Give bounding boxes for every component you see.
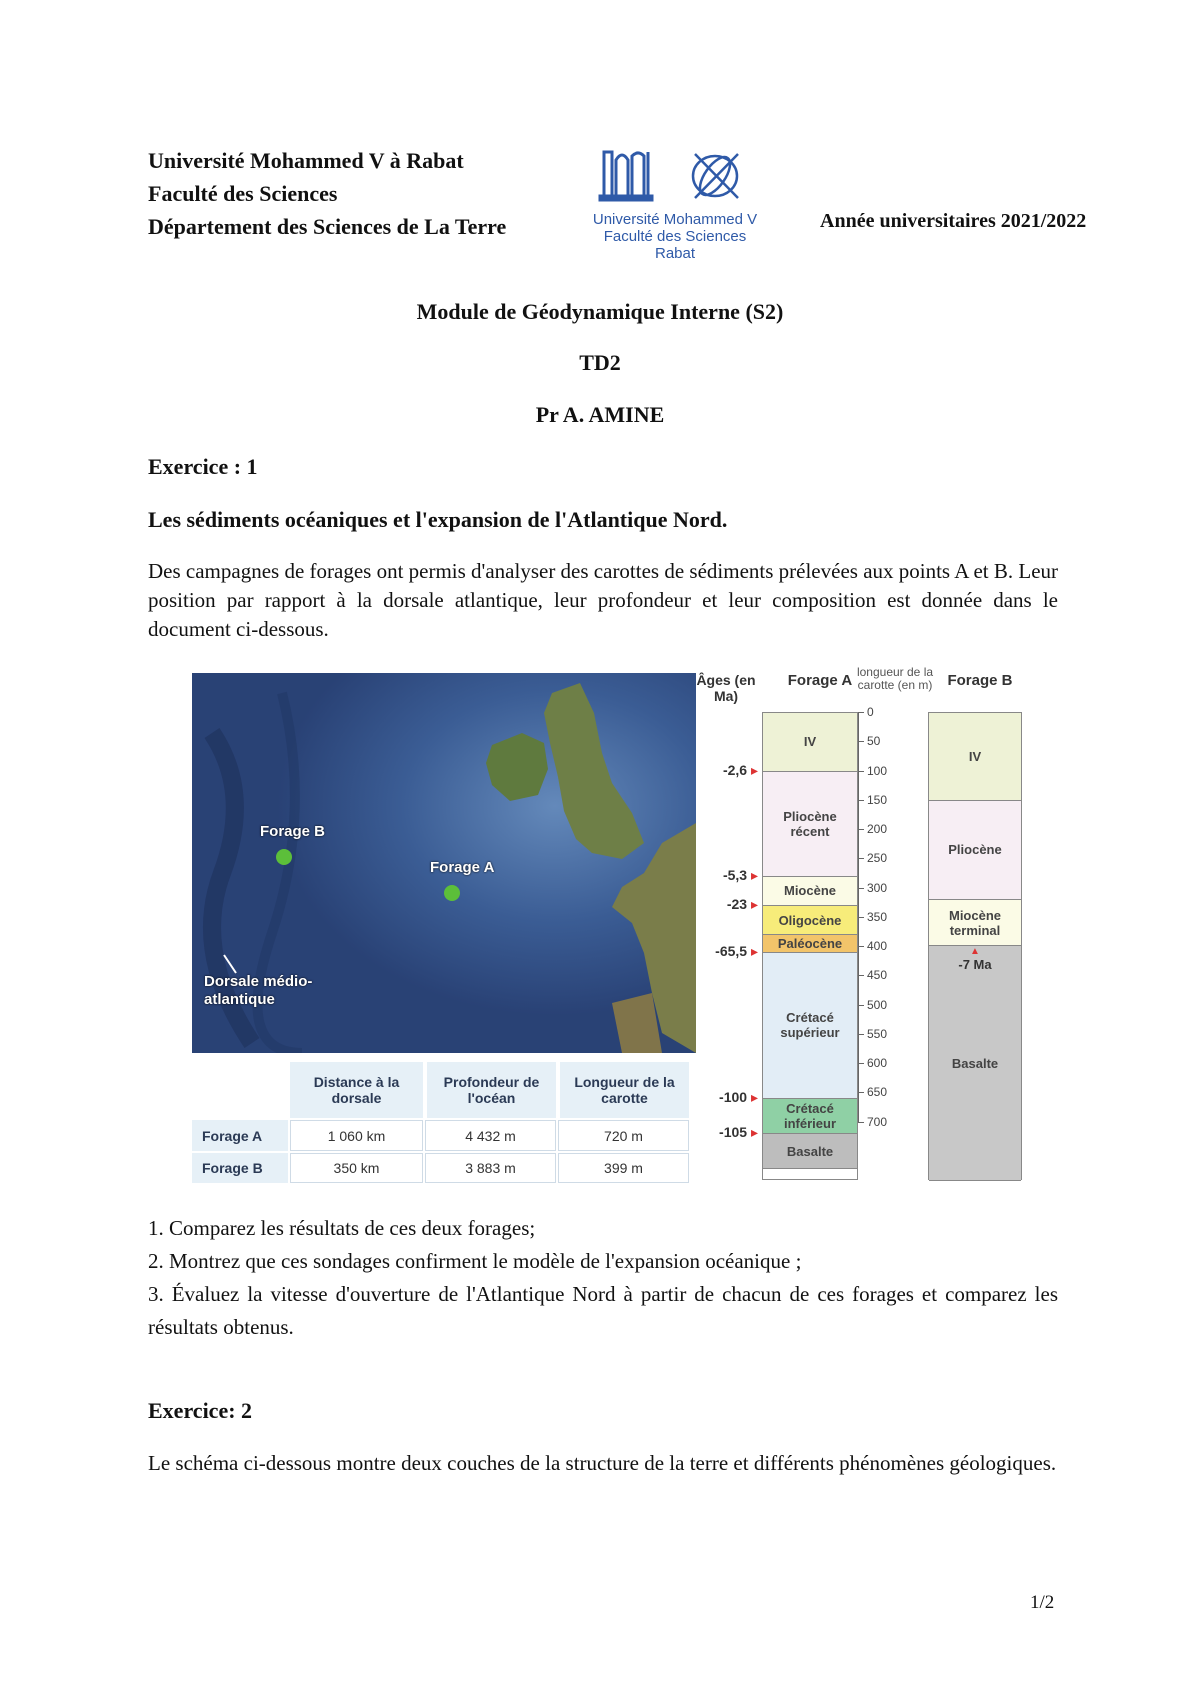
scale-tick-label: 450 xyxy=(867,968,888,983)
scale-tick-label: 650 xyxy=(867,1085,888,1100)
atlantic-map xyxy=(192,673,696,1053)
table-cell-a-depth: 4 432 m xyxy=(425,1120,556,1151)
table-header-depth: Profondeur de l'océan xyxy=(425,1062,556,1118)
page-number: 1/2 xyxy=(1030,1592,1055,1613)
scale-tick xyxy=(858,1122,864,1123)
table-row-label-a: Forage A xyxy=(192,1120,288,1151)
forage-b-layer: Pliocène xyxy=(929,801,1021,900)
forage-a-marker xyxy=(444,885,460,901)
age-marker: -5,3 ▸ xyxy=(722,866,758,883)
map-label-forage-b: Forage B xyxy=(260,823,326,840)
forage-a-title: Forage A xyxy=(787,672,853,689)
logo-line-2: Faculté des Sciences xyxy=(603,228,747,245)
depth-scale xyxy=(858,705,918,1180)
question-2: 2. Montrez que ces sondages confirment le modèle de l'expansion océanique ; xyxy=(148,1249,802,1273)
arrow-right-icon: ▸ xyxy=(747,1124,758,1141)
age-marker: -100 ▸ xyxy=(719,1089,758,1106)
forage-a-layer: IV xyxy=(763,713,857,772)
university-name: Université Mohammed V à Rabat xyxy=(148,148,464,173)
exercise1-heading: Exercice : 1 xyxy=(148,454,258,479)
table-cell-a-distance: 1 060 km xyxy=(290,1120,423,1151)
header-block xyxy=(148,144,506,243)
table-cell-b-depth: 3 883 m xyxy=(425,1153,556,1183)
exercise2-heading: Exercice: 2 xyxy=(148,1398,253,1423)
scale-tick-label: 500 xyxy=(867,997,888,1012)
forage-b-age-label: -7 Ma xyxy=(958,957,992,973)
forage-b-title: Forage B xyxy=(947,672,1013,689)
exercise2-text: Le schéma ci-dessous montre deux couches de la structure de la terre et différents phénomènes géologiques. xyxy=(148,1451,1057,1475)
question-3: 3. Évaluez la vitesse d'ouverture de l'Atlantique Nord à partir de chacun de ces forages et comparez les résultats obtenus. xyxy=(148,1282,1058,1339)
logo-line-3: Rabat xyxy=(654,245,696,262)
table-cell-b-length: 399 m xyxy=(558,1153,689,1183)
forage-a-layer: Pliocène récent xyxy=(763,772,857,877)
module-title: Module de Géodynamique Interne (S2) xyxy=(416,299,784,324)
arrow-right-icon: ▸ xyxy=(747,942,758,959)
forage-a-layer: Crétacé supérieur xyxy=(763,953,857,1099)
scale-tick-label: 250 xyxy=(867,851,888,866)
logo-line-1: Université Mohammed V xyxy=(592,211,758,228)
forage-a-layer: Crétacé inférieur xyxy=(763,1099,857,1134)
map-label-forage-a: Forage A xyxy=(430,859,495,876)
table-cell-b-distance: 350 km xyxy=(290,1153,423,1183)
table-header-distance: Distance à la dorsale xyxy=(290,1062,423,1118)
table-row-label-b: Forage B xyxy=(192,1153,288,1183)
scale-tick-label: 150 xyxy=(867,792,888,807)
faculty-name: Faculté des Sciences xyxy=(148,181,338,206)
arrow-right-icon: ▸ xyxy=(747,896,758,913)
university-logo xyxy=(560,146,790,262)
forage-b-layer: IV xyxy=(929,713,1021,801)
scale-tick-label: 200 xyxy=(867,822,888,836)
forage-a-layer: Miocène xyxy=(763,877,857,906)
table-cell-a-length: 720 m xyxy=(558,1120,689,1151)
scale-tick-label: 400 xyxy=(867,939,888,953)
forage-a-layer: Oligocène xyxy=(763,906,857,935)
questions-list xyxy=(148,1212,1058,1344)
exercise1-intro: Des campagnes de forages ont permis d'analyser des carottes de sédiments prélevées aux points A et B. Leur position par rapport à la dorsale atlantique, leur profondeur et leur composition est donnée dans le document ci-dessous. xyxy=(148,559,1059,641)
scale-tick-label: 550 xyxy=(867,1026,888,1041)
scale-tick-label: 350 xyxy=(867,909,888,924)
department-name: Département des Sciences de La Terre xyxy=(148,214,507,239)
scale-tick-label: 100 xyxy=(867,763,888,778)
age-marker: -65,5 ▸ xyxy=(715,942,758,959)
forage-a-layer: Paléocène xyxy=(763,935,857,953)
age-marker: -105 ▸ xyxy=(719,1124,758,1141)
arrow-right-icon: ▸ xyxy=(747,1089,758,1106)
forage-b-age-marker xyxy=(928,947,1022,972)
age-marker: -23 ▸ xyxy=(726,896,758,913)
scale-tick-label: 50 xyxy=(867,734,881,749)
forage-table xyxy=(192,1062,689,1183)
forage-b-marker xyxy=(276,849,292,865)
forage-a-layer: Basalte xyxy=(763,1134,857,1169)
academic-year: Année universitaires 2021/2022 xyxy=(820,210,1087,232)
triangle-up-icon: ▲ xyxy=(970,946,980,958)
table-header-length: Longueur de la carotte xyxy=(558,1062,689,1118)
forage-a-column xyxy=(762,712,858,1180)
age-markers xyxy=(688,712,758,1180)
arrow-right-icon: ▸ xyxy=(747,866,758,883)
map-label-dorsale: Dorsale médio-atlantique xyxy=(204,973,313,1008)
scale-title: longueur de la carotte (en m) xyxy=(856,665,934,692)
scale-tick-label: 300 xyxy=(867,880,888,895)
forage-b-layer: Basalte xyxy=(929,946,1021,1181)
scale-tick-label: 700 xyxy=(867,1114,888,1129)
scale-tick-label: 600 xyxy=(867,1056,888,1070)
arrow-right-icon: ▸ xyxy=(747,761,758,778)
ages-title: Âges (en Ma) xyxy=(696,672,756,704)
forage-b-layer: Miocène terminal xyxy=(929,900,1021,946)
exercise1-subtitle: Les sédiments océaniques et l'expansion de l'Atlantique Nord. xyxy=(148,507,728,532)
question-1: 1. Comparez les résultats de ces deux forages; xyxy=(148,1216,536,1240)
logo-emblem-icon xyxy=(560,146,790,206)
age-marker: -2,6 ▸ xyxy=(722,761,758,778)
td-title: TD2 xyxy=(579,350,621,375)
professor-name: Pr A. AMINE xyxy=(535,402,665,427)
scale-tick-label: 0 xyxy=(867,705,874,719)
